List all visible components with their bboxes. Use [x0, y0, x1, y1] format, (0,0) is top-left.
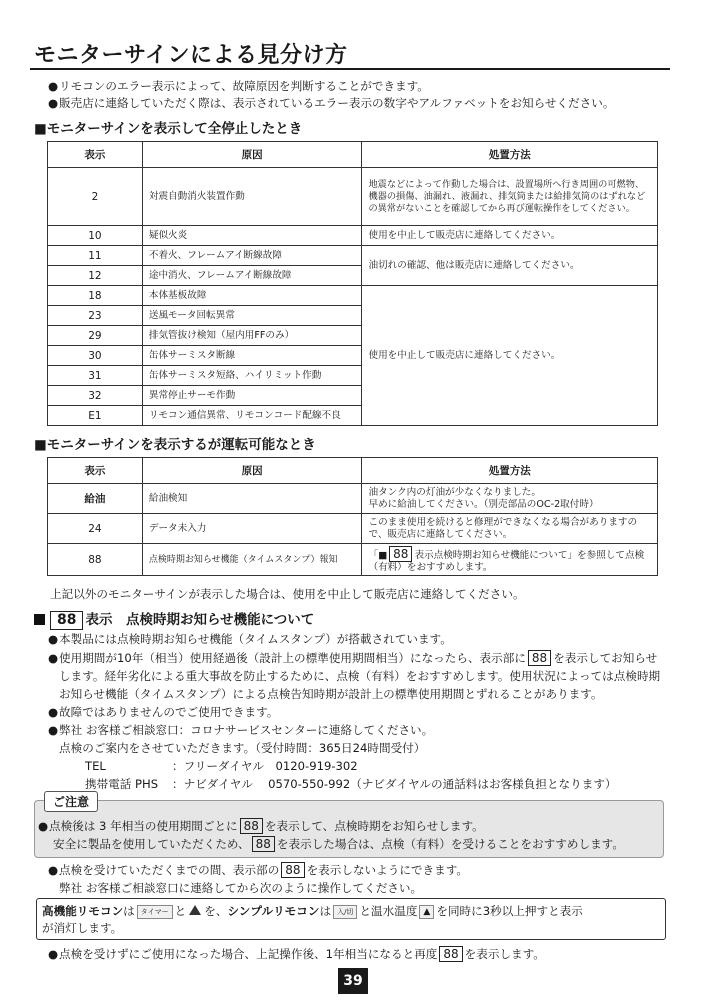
action-post: 表示点検時期お知らせ機能について」を参照して点検（有料）をおすすめします。: [368, 549, 645, 573]
intro-bullet-1: ●リモコンのエラー表示によって、故障原因を判断することができます。: [48, 79, 429, 93]
s3-text: 故障ではありませんのでご使用できます。: [59, 705, 279, 719]
col-code-header: 表示: [48, 142, 143, 168]
square-bullet-icon: [34, 614, 45, 625]
s3-bullet-1: ●本製品には点検時期お知らせ機能（タイムスタンプ）が搭載されています。: [48, 632, 452, 646]
simple-remote-label: シンプルリモコン: [227, 904, 320, 918]
display-88-box: 88: [252, 836, 275, 852]
row-cause: 対震自動消火装置作動: [142, 168, 362, 226]
s3-bullet-2: ●使用期間が10年（相当）使用経過後（設計上の標準使用期間相当）になったら、表示部に 88 を表示してお知らせ: [48, 651, 658, 665]
op-text: は: [123, 904, 135, 918]
table-row: [48, 484, 658, 514]
intro-text-1: リモコンのエラー表示によって、故障原因を判断することができます。: [59, 79, 429, 93]
mobile-number: ：ナビダイヤル 0570-550-992（ナビダイヤルの通話料はお客様負担となります）: [172, 777, 617, 791]
row-action: 油切れの確認、他は販売店に連絡してください。: [362, 246, 658, 286]
action-line-2: 早めに給油してください。（別売部品のOC-2取付時）: [368, 498, 599, 510]
row-cause: 不着火、フレームアイ断線故障: [142, 246, 362, 266]
operation-line-2: が消灯します。: [42, 921, 123, 935]
tel-number: ：フリーダイヤル 0120-919-302: [172, 759, 358, 773]
op-text: と: [174, 904, 187, 918]
caution-label: ご注意: [44, 791, 98, 812]
page-number: 39: [338, 968, 368, 994]
s3-text: 本製品には点検時期お知らせ機能（タイムスタンプ）が搭載されています。: [59, 632, 452, 646]
section1-heading: ■モニターサインを表示して全停止したとき: [34, 121, 303, 137]
row-action: [362, 484, 658, 514]
section3-heading-text: 表示 点検時期お知らせ機能について: [85, 612, 315, 628]
after-text: を表示しないようにできます。: [306, 863, 468, 877]
row-code: 29: [48, 326, 143, 346]
after-line-2: 弊社 お客様ご相談窓口に連絡してから次のように操作してください。: [59, 881, 423, 895]
row-cause: 途中消火、フレームアイ断線故障: [142, 266, 362, 286]
table-row: [48, 226, 658, 246]
row-cause: 送風モータ回転異常: [142, 306, 362, 326]
display-88-box: 88: [240, 818, 263, 834]
s3-bullet-4: ●弊社 お客様ご相談窓口：コロナサービスセンターに連絡してください。: [48, 723, 434, 737]
display-88-box: 88: [528, 650, 551, 666]
caution-text: を表示した場合は、点検（有料）を受けることをおすすめします。: [276, 837, 624, 851]
row-cause: 給油検知: [142, 484, 362, 514]
up-triangle-icon: [189, 905, 201, 915]
row-cause: 疑似火炎: [142, 226, 362, 246]
row-code: 23: [48, 306, 143, 326]
display-88-box: 88: [50, 611, 83, 630]
row-action: 地震などによって作動した場合は、設置場所へ行き周囲の可燃物、機器の損傷、油漏れ、液漏れ、排気筒または給排気筒のはずれなどの異常がないことを確認してから再び運転操作をしてください。: [362, 168, 658, 226]
col-cause-header: 原因: [142, 458, 362, 484]
row-cause: 点検時期お知らせ機能（タイムスタンプ）報知: [142, 544, 362, 576]
row-cause: 缶体サーミスタ短絡、ハイリミット作動: [142, 366, 362, 386]
row-code: 31: [48, 366, 143, 386]
caution-line-2: [53, 836, 624, 852]
row-cause: 本体基板故障: [142, 286, 362, 306]
operation-line-1: [42, 903, 583, 919]
table-row: [48, 168, 658, 226]
col-code-header: 表示: [48, 458, 143, 484]
after-text: 点検を受けていただくまでの間、表示部の: [59, 863, 280, 877]
final-text: 点検を受けずにご使用になった場合、上記操作後、1年相当になると再度: [59, 947, 438, 961]
tel-label: TEL: [85, 759, 106, 773]
mobile-label: 携帯電話 PHS: [85, 777, 159, 791]
display-88-box: 88: [439, 946, 462, 962]
final-line: ●点検を受けずにご使用になった場合、上記操作後、1年相当になると再度 88 を表示します。: [48, 947, 545, 961]
row-code: E1: [48, 406, 143, 426]
caution-line-1: ●点検後は 3 年相当の使用期間ごとに 88 を表示して、点検時期をお知らせします。: [38, 819, 484, 833]
caution-text: 安全に製品を使用していただくため、: [53, 837, 250, 851]
row-action: 使用を中止して販売店に連絡してください。: [362, 226, 658, 246]
s3-text: 使用期間が10年（相当）使用経過後（設計上の標準使用期間相当）になったら、表示部に: [59, 651, 526, 665]
display-88-box: 88: [281, 862, 304, 878]
col-action-header: 処置方法: [362, 142, 658, 168]
row-action: 使用を中止して販売店に連絡してください。: [362, 286, 658, 426]
row-cause: 缶体サーミスタ断線: [142, 346, 362, 366]
row-code: 24: [48, 514, 143, 544]
action-pre: 「■: [368, 549, 388, 561]
row-code: 2: [48, 168, 143, 226]
full-stop-table: [47, 141, 658, 426]
table-header-row: [48, 142, 658, 168]
s3-bullet-2-cont2: お知らせ機能（タイムスタンプ）による点検告知時期が設計上の標準使用期間とずれることがあります。: [59, 687, 603, 701]
table-row: [48, 514, 658, 544]
hi-remote-label: 高機能リモコン: [42, 904, 124, 918]
op-text: を同時に3秒以上押すと表示: [436, 904, 583, 918]
row-code: 10: [48, 226, 143, 246]
row-code: 12: [48, 266, 143, 286]
row-code: 18: [48, 286, 143, 306]
row-cause: リモコン通信異常、リモコンコード配線不良: [142, 406, 362, 426]
row-code: 88: [48, 544, 143, 576]
table-row: [48, 544, 658, 576]
table-row: [48, 246, 658, 266]
row-cause: 排気管抜け検知（屋内用FFのみ）: [142, 326, 362, 346]
action-line-1: 油タンク内の灯油が少なくなりました。: [368, 486, 541, 498]
display-88-box: 88: [389, 546, 412, 562]
up-arrow-key-icon: ▲: [419, 905, 434, 919]
table-header-row: [48, 458, 658, 484]
timer-key-icon: タイマー: [137, 905, 173, 919]
power-key-icon: 入/切: [333, 905, 357, 919]
row-code: 30: [48, 346, 143, 366]
op-text: は: [319, 904, 332, 918]
row-action: [362, 544, 658, 576]
col-action-header: 処置方法: [362, 458, 658, 484]
op-text: を、: [204, 904, 228, 918]
row-code: 給油: [48, 484, 143, 514]
s3-bullet-4-cont: 点検のご案内をさせていただきます。（受付時間：365日24時間受付）: [59, 741, 426, 755]
after-line-1: ●点検を受けていただくまでの間、表示部の 88 を表示しないようにできます。: [48, 863, 468, 877]
final-text: を表示します。: [464, 947, 545, 961]
caution-text: を表示して、点検時期をお知らせします。: [264, 819, 484, 833]
intro-bullet-2: ●販売店に連絡していただく際は、表示されているエラー表示の数字やアルファベットをお知らせください。: [48, 96, 615, 110]
s3-text: を表示してお知らせ: [553, 651, 658, 665]
row-code: 32: [48, 386, 143, 406]
row-cause: 異常停止サーモ作動: [142, 386, 362, 406]
section2-note: 上記以外のモニターサインが表示した場合は、使用を中止して販売店に連絡してください。: [50, 587, 525, 601]
intro-text-2: 販売店に連絡していただく際は、表示されているエラー表示の数字やアルファベットをお知らせください。: [59, 96, 615, 110]
s3-text: 弊社 お客様ご相談窓口：コロナサービスセンターに連絡してください。: [59, 723, 434, 737]
row-action: このまま使用を続けると修理ができなくなる場合がありますので、販売店に連絡してください。: [362, 514, 658, 544]
row-code: 11: [48, 246, 143, 266]
section2-heading: ■モニターサインを表示するが運転可能なとき: [34, 437, 316, 453]
section3-heading: [34, 608, 314, 630]
title-rule: [30, 68, 670, 70]
table-row: [48, 286, 658, 306]
col-cause-header: 原因: [142, 142, 362, 168]
s3-bullet-3: ●故障ではありませんのでご使用できます。: [48, 705, 279, 719]
operable-table: [47, 457, 658, 576]
row-cause: データ未入力: [142, 514, 362, 544]
caution-text: 点検後は 3 年相当の使用期間ごとに: [49, 819, 238, 833]
s3-bullet-2-cont: します。経年劣化による重大事故を防止するために、点検（有料）をおすすめします。使用状況によっては点検時期: [59, 669, 661, 683]
page-title: モニターサインによる見分け方: [34, 43, 348, 68]
op-text: と温水温度: [359, 904, 418, 918]
